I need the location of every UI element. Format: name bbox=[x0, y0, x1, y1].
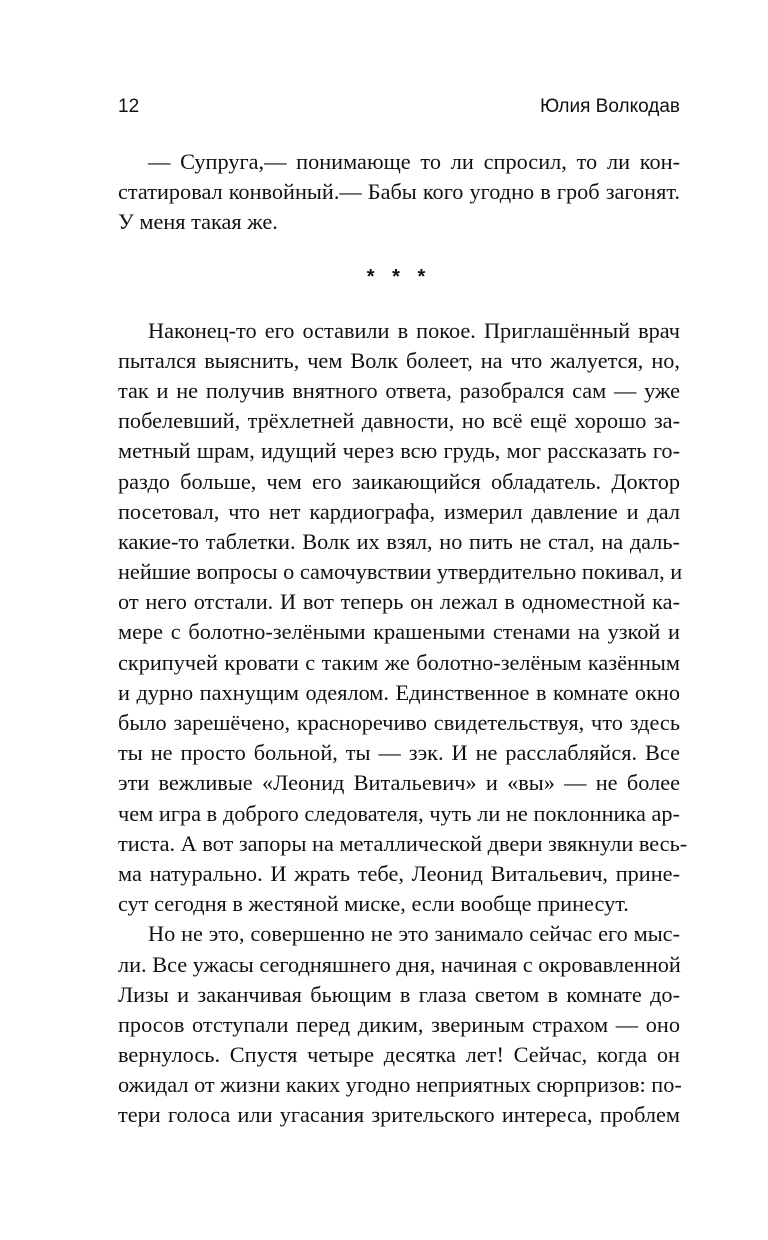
text-line: тери голоса или угасания зрительского интереса, проблем bbox=[118, 1102, 680, 1128]
text-line: посетовал, что нет кардиографа, измерил давление и дал bbox=[118, 498, 680, 524]
text-line: вернулось. Спустя четыре десятка лет! Сейчас, когда он bbox=[118, 1042, 680, 1068]
section-separator: * * * bbox=[366, 265, 432, 288]
text-line: ли. Все ужасы сегодняшнего дня, начиная с окровавленной bbox=[118, 951, 681, 977]
dialogue-paragraph bbox=[118, 147, 680, 238]
page-header bbox=[118, 96, 680, 124]
text-line: какие-то таблетки. Волк их взял, но пить не стал, на даль- bbox=[118, 528, 680, 554]
text-line: ожидал от жизни каких угодно неприятных сюрпризов: по- bbox=[118, 1072, 682, 1098]
text-line: ма натурально. И жрать тебе, Леонид Витальевич, прине- bbox=[118, 860, 680, 886]
text-line: сут сегодня в жестяной миске, если вообще принесут. bbox=[118, 891, 629, 917]
paragraph bbox=[118, 919, 680, 1130]
text-line: скрипучей кровати с таким же болотно-зелёным казённым bbox=[118, 649, 680, 675]
running-head-author: Юлия Волкодав bbox=[540, 96, 680, 117]
text-line: раздо больше, чем его заикающийся обладатель. Доктор bbox=[118, 468, 680, 494]
text-line: эти вежливые «Леонид Витальевич» и «вы» — не более bbox=[118, 770, 680, 796]
text-line: Лизы и заканчивая бьющим в глаза светом в комнате до- bbox=[118, 981, 680, 1007]
text-line: Но не это, совершенно не это занимало сейчас его мыс- bbox=[148, 921, 680, 947]
text-line: просов отступали перед диким, звериным страхом — оно bbox=[118, 1011, 680, 1037]
text-line: пытался выяснить, чем Волк болеет, на что жалуется, но, bbox=[118, 347, 680, 373]
text-line: мере с болотно-зелёными крашеными стенами на узкой и bbox=[118, 619, 680, 645]
text-line: ты не просто больной, ты — зэк. И не расслабляйся. Все bbox=[118, 740, 680, 766]
text-line: статировал конвойный.— Бабы кого угодно в гроб загонят. bbox=[118, 179, 680, 205]
text-line: побелевший, трёхлетней давности, но всё ещё хорошо за- bbox=[118, 408, 680, 434]
text-line: У меня такая же. bbox=[118, 209, 278, 235]
text-line: тиста. А вот запоры на металлической двери звякнули весь- bbox=[118, 830, 688, 856]
text-line: от него отстали. И вот теперь он лежал в одноместной ка- bbox=[118, 589, 680, 615]
page-number: 12 bbox=[118, 96, 140, 117]
text-line: — Супруга,— понимающе то ли спросил, то ли кон- bbox=[148, 149, 680, 174]
paragraph bbox=[118, 316, 688, 920]
text-line: нейшие вопросы о самочувствии утвердительно покивал, и bbox=[118, 559, 683, 585]
page-body bbox=[118, 147, 688, 1131]
text-line: чем игра в доброго следователя, чуть ли не поклонника ар- bbox=[118, 800, 680, 826]
text-line: так и не получив внятного ответа, разобрался сам — уже bbox=[118, 377, 680, 403]
text-line: метный шрам, идущий через всю грудь, мог рассказать го- bbox=[118, 438, 680, 464]
text-line: было зарешёчено, красноречиво свидетельствуя, что здесь bbox=[118, 710, 680, 735]
text-line: Наконец-то его оставили в покое. Приглашённый врач bbox=[148, 317, 680, 343]
text-line: и дурно пахнущим одеялом. Единственное в комнате окно bbox=[118, 679, 680, 705]
